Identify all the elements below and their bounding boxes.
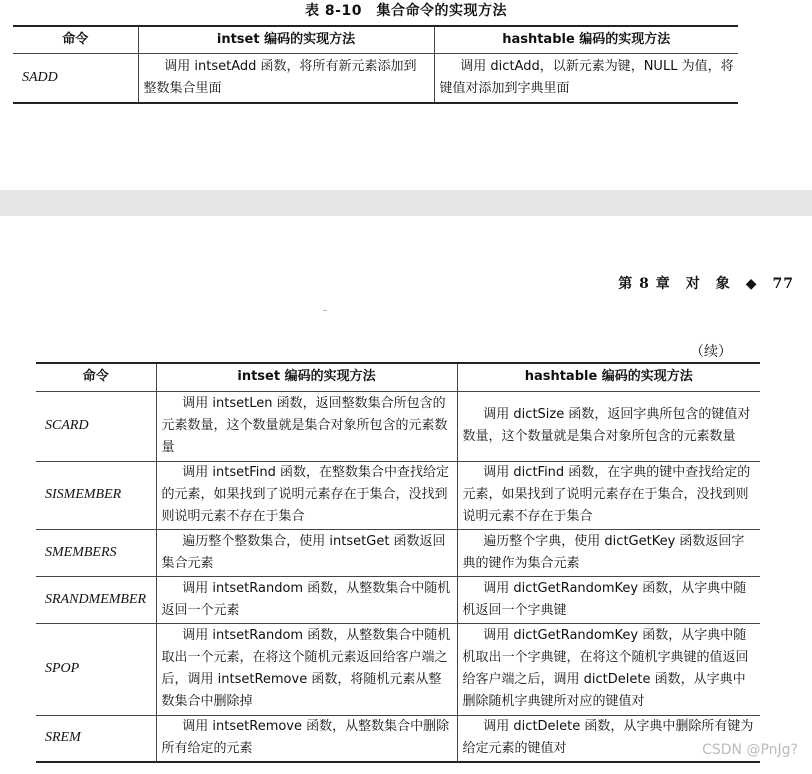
table-header-row	[36, 363, 760, 391]
command-name: SISMEMBER	[36, 461, 156, 529]
hashtable-description: 调用 dictSize 函数，返回字典所包含的键值对数量，这个数量就是集合对象所包含的元素数量	[457, 391, 760, 461]
continued-label: （续）	[690, 344, 732, 360]
intset-description: 调用 intsetAdd 函数，将所有新元素添加到整数集合里面	[138, 53, 434, 103]
set-commands-table-2	[36, 362, 760, 763]
command-name: SCARD	[36, 391, 156, 461]
table-row	[36, 715, 760, 762]
scan-speck	[323, 310, 327, 311]
command-name: SRANDMEMBER	[36, 576, 156, 623]
intset-description: 调用 intsetFind 函数，在整数集合中查找给定的元素，如果找到了说明元素存在于集合，没找到则说明元素不存在于集合	[156, 461, 457, 529]
hashtable-description: 调用 dictFind 函数，在字典的键中查找给定的元素，如果找到了说明元素存在于集合，没找到则说明元素不存在于集合	[457, 461, 760, 529]
hashtable-description: 调用 dictAdd，以新元素为键，NULL 为值，将键值对添加到字典里面	[434, 53, 738, 103]
intset-description: 调用 intsetLen 函数，返回整数集合所包含的元素数量，这个数量就是集合对象所包含的元素数量	[156, 391, 457, 461]
header-hashtable: hashtable 编码的实现方法	[434, 26, 738, 53]
table-row	[36, 623, 760, 715]
intset-description: 遍历整个整数集合，使用 intsetGet 函数返回集合元素	[156, 529, 457, 576]
command-name: SADD	[13, 53, 138, 103]
table-row	[36, 576, 760, 623]
watermark: CSDN @PnJg?	[702, 742, 798, 758]
command-name: SREM	[36, 715, 156, 762]
hashtable-description: 调用 dictGetRandomKey 函数，从字典中随机取出一个字典键，在将这个随机字典键的值返回给客户端之后，调用 dictDelete 函数，从字典中删除随机字典键所对应的键值对	[457, 623, 760, 715]
hashtable-description: 调用 dictDelete 函数，从字典中删除所有键为给定元素的键值对	[457, 715, 760, 762]
command-name: SMEMBERS	[36, 529, 156, 576]
intset-description: 调用 intsetRandom 函数，从整数集合中随机返回一个元素	[156, 576, 457, 623]
table-row	[13, 53, 738, 103]
command-name: SPOP	[36, 623, 156, 715]
header-command: 命令	[13, 26, 138, 53]
table-header-row	[13, 26, 738, 53]
hashtable-description: 调用 dictGetRandomKey 函数，从字典中随机返回一个字典键	[457, 576, 760, 623]
table-row	[36, 461, 760, 529]
table-caption: 表 8-10 集合命令的实现方法	[305, 3, 507, 19]
header-intset: intset 编码的实现方法	[156, 363, 457, 391]
header-intset: intset 编码的实现方法	[138, 26, 434, 53]
header-command: 命令	[36, 363, 156, 391]
set-commands-table-1	[13, 25, 738, 104]
table-row	[36, 391, 760, 461]
page-gap	[0, 190, 812, 216]
intset-description: 调用 intsetRandom 函数，从整数集合中随机取出一个元素，在将这个随机元素返回给客户端之后，调用 intsetRemove 函数，将随机元素从整数集合中删除掉	[156, 623, 457, 715]
page-header: 第 8 章 对 象 ◆ 77	[618, 276, 794, 292]
table-row	[36, 529, 760, 576]
header-hashtable: hashtable 编码的实现方法	[457, 363, 760, 391]
intset-description: 调用 intsetRemove 函数，从整数集合中删除所有给定的元素	[156, 715, 457, 762]
hashtable-description: 遍历整个字典，使用 dictGetKey 函数返回字典的键作为集合元素	[457, 529, 760, 576]
